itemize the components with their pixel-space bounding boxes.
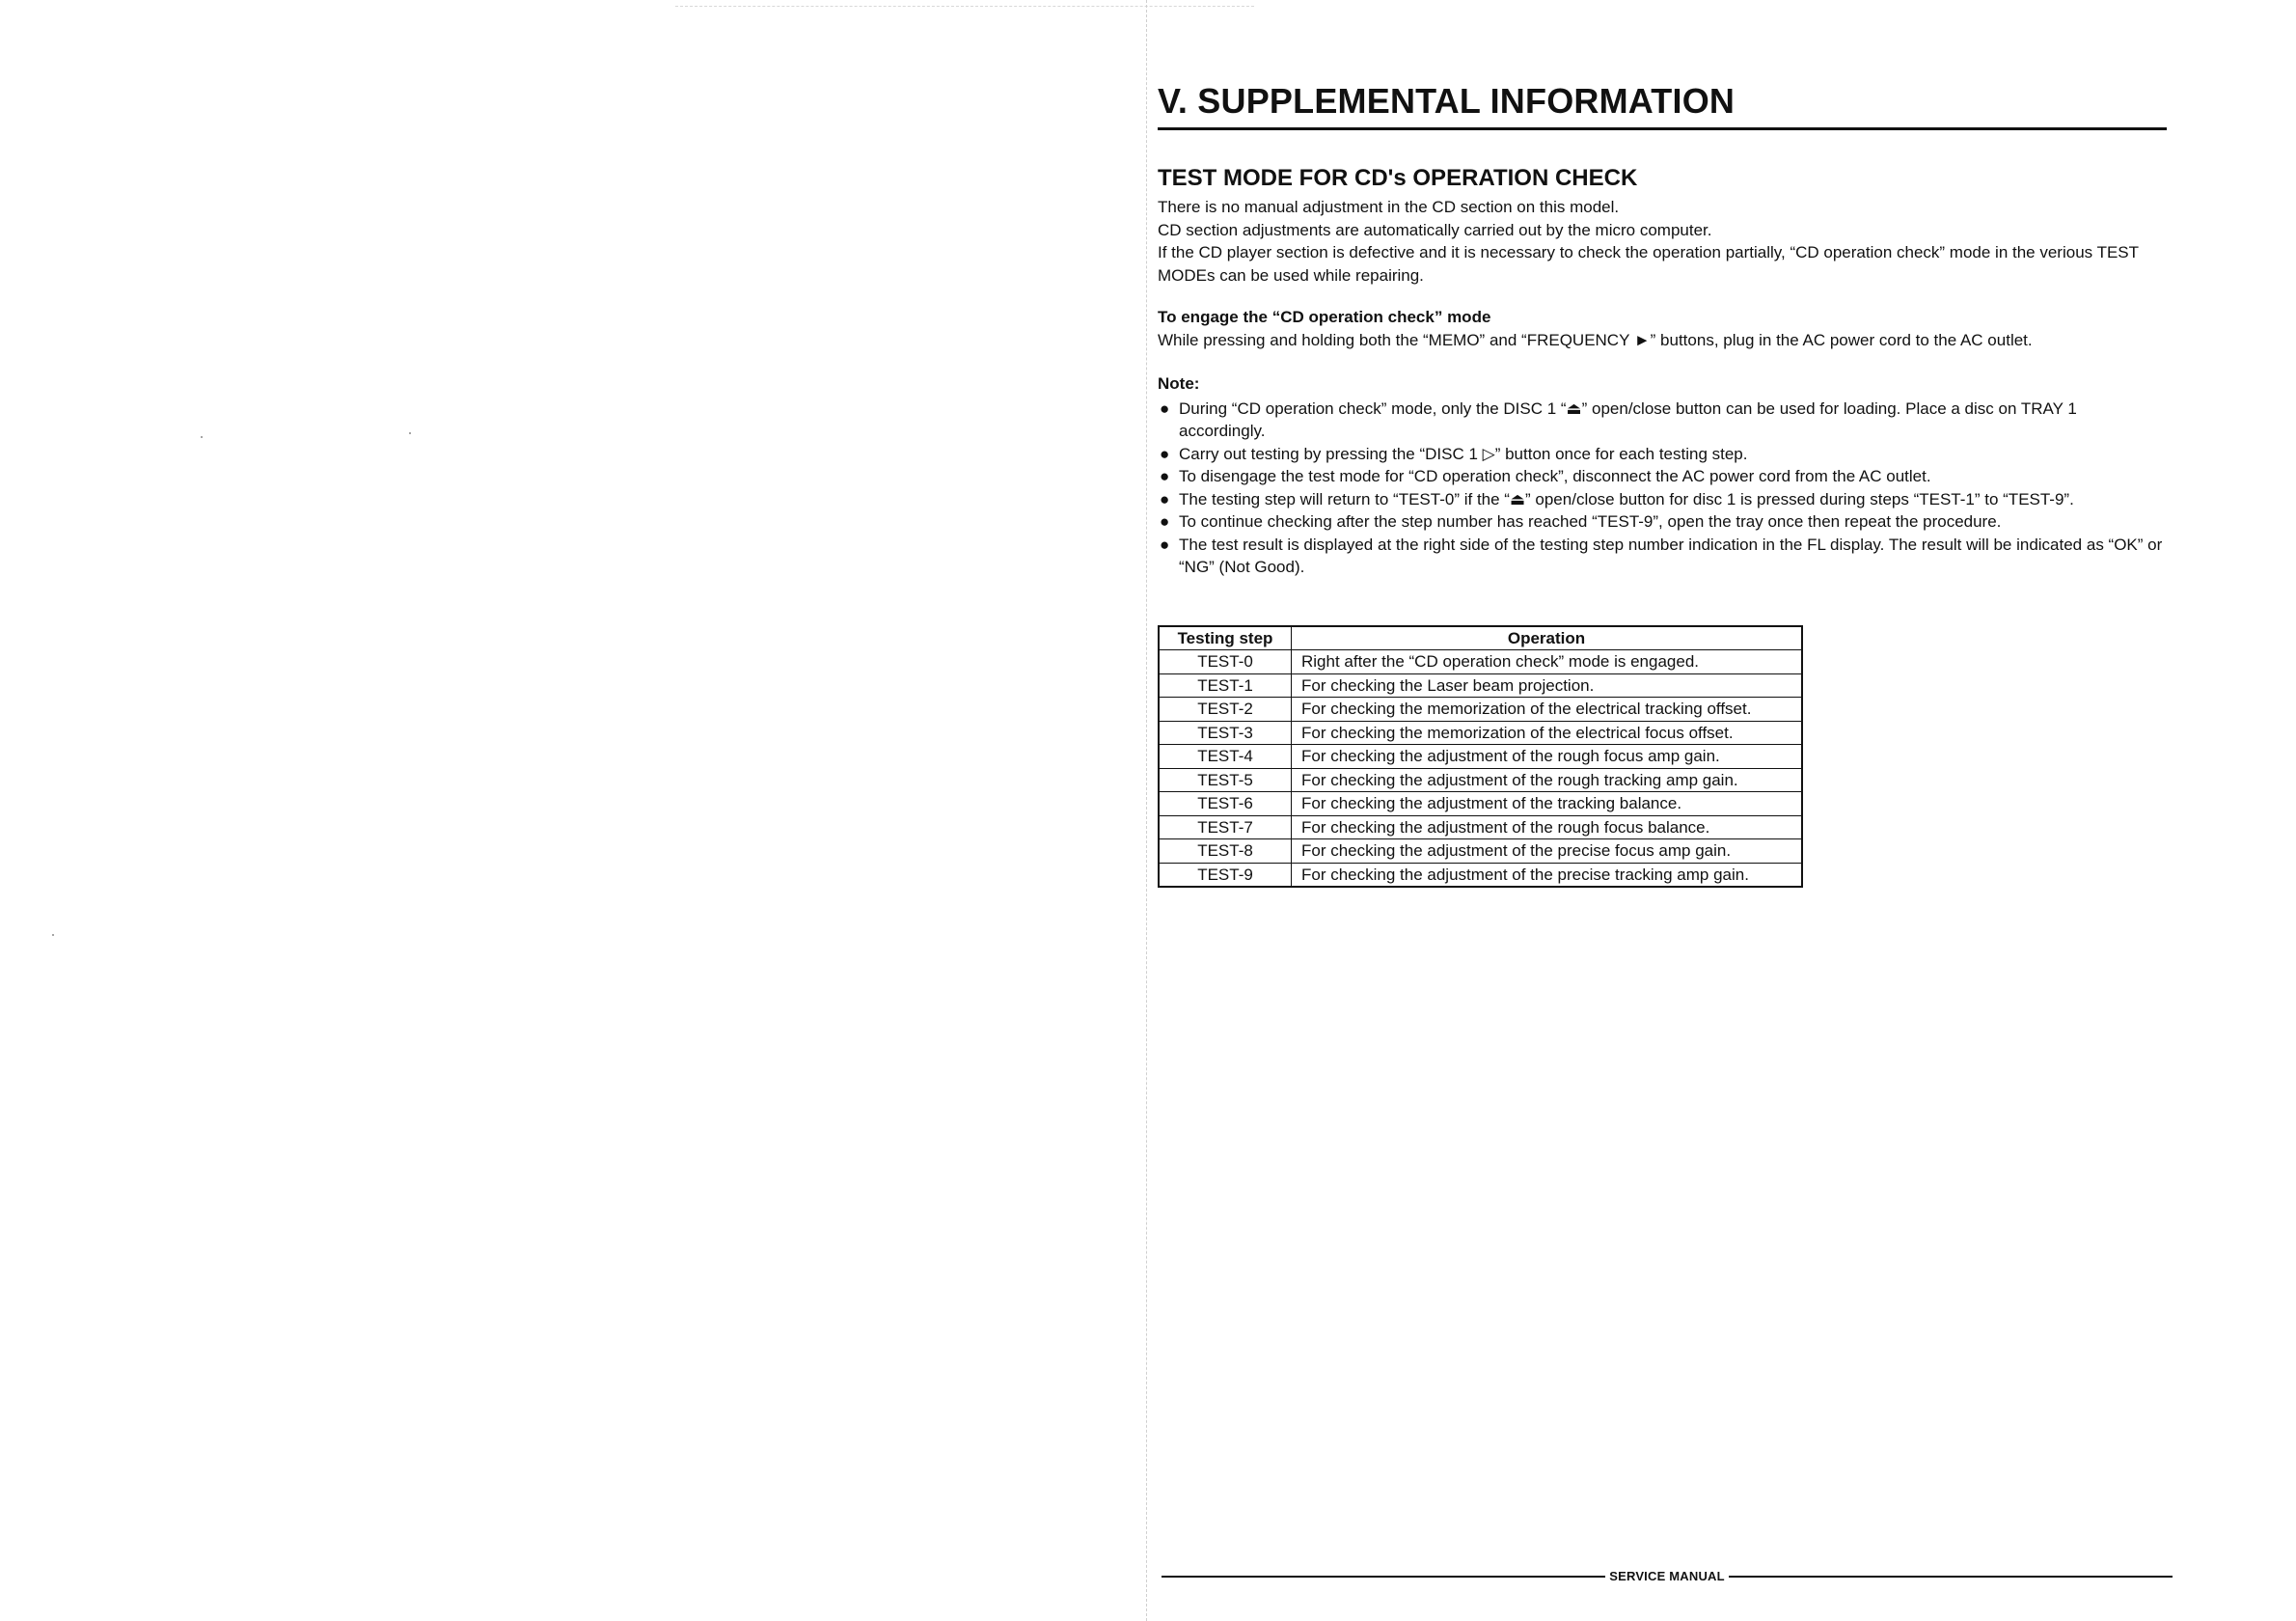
step-cell: TEST-2	[1159, 698, 1292, 722]
table-row	[1159, 650, 1802, 674]
page-fold-line	[1146, 0, 1147, 1621]
table-row	[1159, 792, 1802, 816]
operation-cell: For checking the adjustment of the rough focus amp gain.	[1292, 745, 1803, 769]
intro-line: There is no manual adjustment in the CD section on this model.	[1158, 198, 1620, 216]
table-row	[1159, 815, 1802, 839]
step-cell: TEST-6	[1159, 792, 1292, 816]
table-row	[1159, 768, 1802, 792]
note-text: To disengage the test mode for “CD operation check”, disconnect the AC power cord from the AC outlet.	[1179, 467, 1931, 485]
bullet-icon: ●	[1160, 512, 1170, 531]
step-cell: TEST-5	[1159, 768, 1292, 792]
note-item	[1158, 510, 2167, 534]
note-text: To continue checking after the step number has reached “TEST-9”, open the tray once then repeat the procedure.	[1179, 512, 2002, 531]
table-row	[1159, 721, 1802, 745]
operation-cell: For checking the adjustment of the rough focus balance.	[1292, 815, 1803, 839]
table-header-row	[1159, 626, 1802, 650]
table-row	[1159, 745, 1802, 769]
header-operation: Operation	[1292, 626, 1803, 650]
step-cell: TEST-8	[1159, 839, 1292, 864]
footer-rule-left	[1162, 1576, 1605, 1578]
scan-edge-mark	[675, 6, 1254, 7]
note-text: The test result is displayed at the right side of the testing step number indication in the FL display. The result will be indicated as “OK” or “NG” (Not Good).	[1179, 535, 2163, 576]
table-row	[1159, 698, 1802, 722]
note-list	[1158, 398, 2167, 579]
note-item	[1158, 465, 2167, 488]
intro-line: CD section adjustments are automatically carried out by the micro computer.	[1158, 220, 1712, 239]
note-item	[1158, 443, 2167, 466]
bullet-icon: ●	[1160, 467, 1170, 485]
intro-line: If the CD player section is defective and it is necessary to check the operation partially, “CD operation check” mode in the verious TEST MODEs can be used while repairing.	[1158, 243, 2139, 285]
right-page-content	[1158, 81, 2167, 888]
note-text: The testing step will return to “TEST-0” if the “⏏” open/close button for disc 1 is pressed during steps “TEST-1” to “TEST-9”.	[1179, 489, 2074, 508]
bullet-icon: ●	[1160, 444, 1170, 463]
engage-instructions: While pressing and holding both the “MEMO” and “FREQUENCY ►” buttons, plug in the AC power cord to the AC outlet.	[1158, 330, 2033, 349]
note-text: During “CD operation check” mode, only the DISC 1 “⏏” open/close button can be used for loading. Place a disc on TRAY 1 accordingly.	[1179, 398, 2077, 440]
step-cell: TEST-9	[1159, 863, 1292, 887]
table-row	[1159, 863, 1802, 887]
scan-speck	[409, 432, 411, 434]
operation-cell: For checking the memorization of the electrical tracking offset.	[1292, 698, 1803, 722]
page-footer	[1162, 1569, 2173, 1583]
blank-left-page	[0, 0, 1138, 1621]
engage-heading: To engage the “CD operation check” mode	[1158, 308, 1491, 326]
operation-cell: For checking the memorization of the electrical focus offset.	[1292, 721, 1803, 745]
header-testing-step: Testing step	[1159, 626, 1292, 650]
operation-cell: For checking the adjustment of the precise tracking amp gain.	[1292, 863, 1803, 887]
footer-rule-right	[1729, 1576, 2173, 1578]
note-heading: Note:	[1158, 374, 1200, 393]
step-cell: TEST-1	[1159, 673, 1292, 698]
operation-cell: For checking the adjustment of the tracking balance.	[1292, 792, 1803, 816]
operation-cell: For checking the Laser beam projection.	[1292, 673, 1803, 698]
step-cell: TEST-3	[1159, 721, 1292, 745]
bullet-icon: ●	[1160, 398, 1170, 418]
bullet-icon: ●	[1160, 489, 1170, 508]
step-cell: TEST-0	[1159, 650, 1292, 674]
operation-cell: Right after the “CD operation check” mode is engaged.	[1292, 650, 1803, 674]
note-text: Carry out testing by pressing the “DISC 1 ▷” button once for each testing step.	[1179, 444, 1748, 463]
table-row	[1159, 673, 1802, 698]
note-item	[1158, 534, 2167, 579]
step-cell: TEST-4	[1159, 745, 1292, 769]
note-item	[1158, 488, 2167, 511]
footer-label: SERVICE MANUAL	[1609, 1569, 1725, 1583]
scan-speck	[201, 436, 203, 438]
chapter-title: V. SUPPLEMENTAL INFORMATION	[1158, 81, 2167, 130]
operation-cell: For checking the adjustment of the rough tracking amp gain.	[1292, 768, 1803, 792]
step-cell: TEST-7	[1159, 815, 1292, 839]
bullet-icon: ●	[1160, 535, 1170, 554]
table-row	[1159, 839, 1802, 864]
test-steps-table	[1158, 625, 1803, 889]
note-item	[1158, 398, 2167, 443]
scan-speck	[52, 934, 54, 936]
operation-cell: For checking the adjustment of the precise focus amp gain.	[1292, 839, 1803, 864]
section-heading: TEST MODE FOR CD's OPERATION CHECK	[1158, 165, 1638, 191]
